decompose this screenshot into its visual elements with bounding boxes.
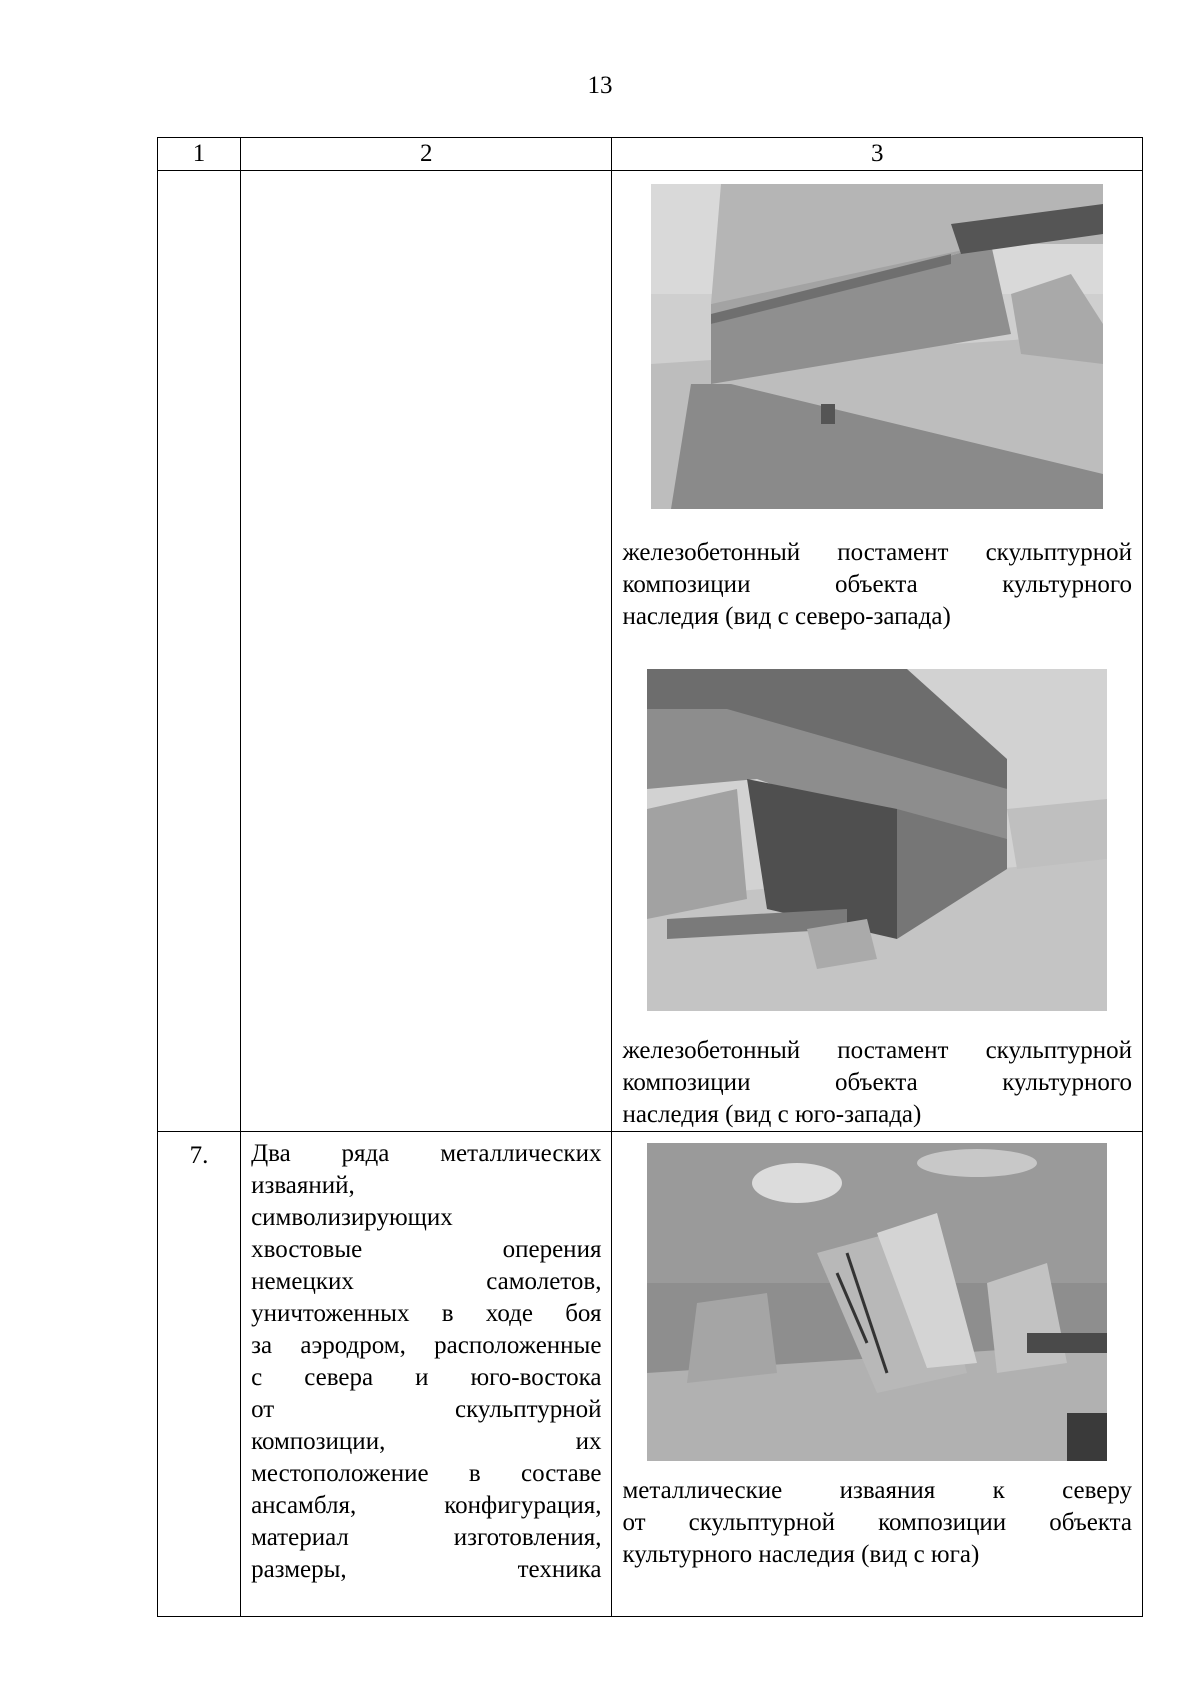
caption-line: наследия (вид с юго-запада) (622, 1101, 922, 1128)
caption-line: железобетонный постамент скульптурной (622, 1037, 1132, 1064)
caption-line: от скульптурной композиции объекта (622, 1509, 1132, 1536)
metal-sculptures-photo (647, 1143, 1107, 1461)
heritage-table (157, 137, 1143, 1617)
description-line: от скульптурной (251, 1396, 602, 1423)
monument-pedestal-photo (647, 669, 1107, 1011)
monument-pedestal-photo (651, 184, 1103, 509)
description-line: композиции, их (251, 1428, 602, 1455)
table-row-continued (158, 171, 1143, 1132)
photo-cell (612, 171, 1143, 1132)
description-cell (241, 1132, 612, 1617)
number-cell (158, 171, 241, 1132)
caption-line: железобетонный постамент скульптурной (622, 539, 1132, 566)
metal-sculptures-image (647, 1143, 1107, 1461)
table-row-7 (158, 1132, 1143, 1617)
photo-3-caption (622, 1475, 1132, 1571)
description-line: за аэродром, расположенные (251, 1332, 602, 1359)
description-line: материал изготовления, (251, 1524, 602, 1551)
header-col-2: 2 (241, 138, 612, 171)
pedestal-southwest-image (647, 669, 1107, 1011)
description-line: изваяний, (251, 1172, 355, 1199)
caption-line: наследия (вид с северо-запада) (622, 603, 951, 630)
description-line: местоположение в составе (251, 1460, 602, 1487)
photo-2-caption (622, 1035, 1132, 1131)
caption-line: металлические изваяния к северу (622, 1477, 1132, 1504)
caption-line: композиции объекта культурного (622, 1069, 1132, 1096)
caption-line: культурного наследия (вид с юга) (622, 1541, 980, 1568)
row-number: 7. (158, 1132, 241, 1617)
header-col-1: 1 (158, 138, 241, 171)
page-number: 13 (587, 72, 613, 99)
photo-cell (612, 1132, 1143, 1617)
description-line: уничтоженных в ходе боя (251, 1300, 602, 1327)
table-header-row (158, 138, 1143, 171)
description-line: хвостовые оперения (251, 1236, 602, 1263)
pedestal-northwest-image (651, 184, 1103, 509)
description-line: ансамбля, конфигурация, (251, 1492, 602, 1519)
description-line: немецких самолетов, (251, 1268, 602, 1295)
description-line: размеры, техника (251, 1556, 602, 1583)
caption-line: композиции объекта культурного (622, 571, 1132, 598)
header-col-3: 3 (612, 138, 1143, 171)
description-line: с севера и юго-востока (251, 1364, 602, 1391)
photo-1-caption (622, 537, 1132, 633)
description-cell (241, 171, 612, 1132)
description-line: символизирующих (251, 1204, 453, 1231)
description-line: Два ряда металлических (251, 1140, 602, 1167)
